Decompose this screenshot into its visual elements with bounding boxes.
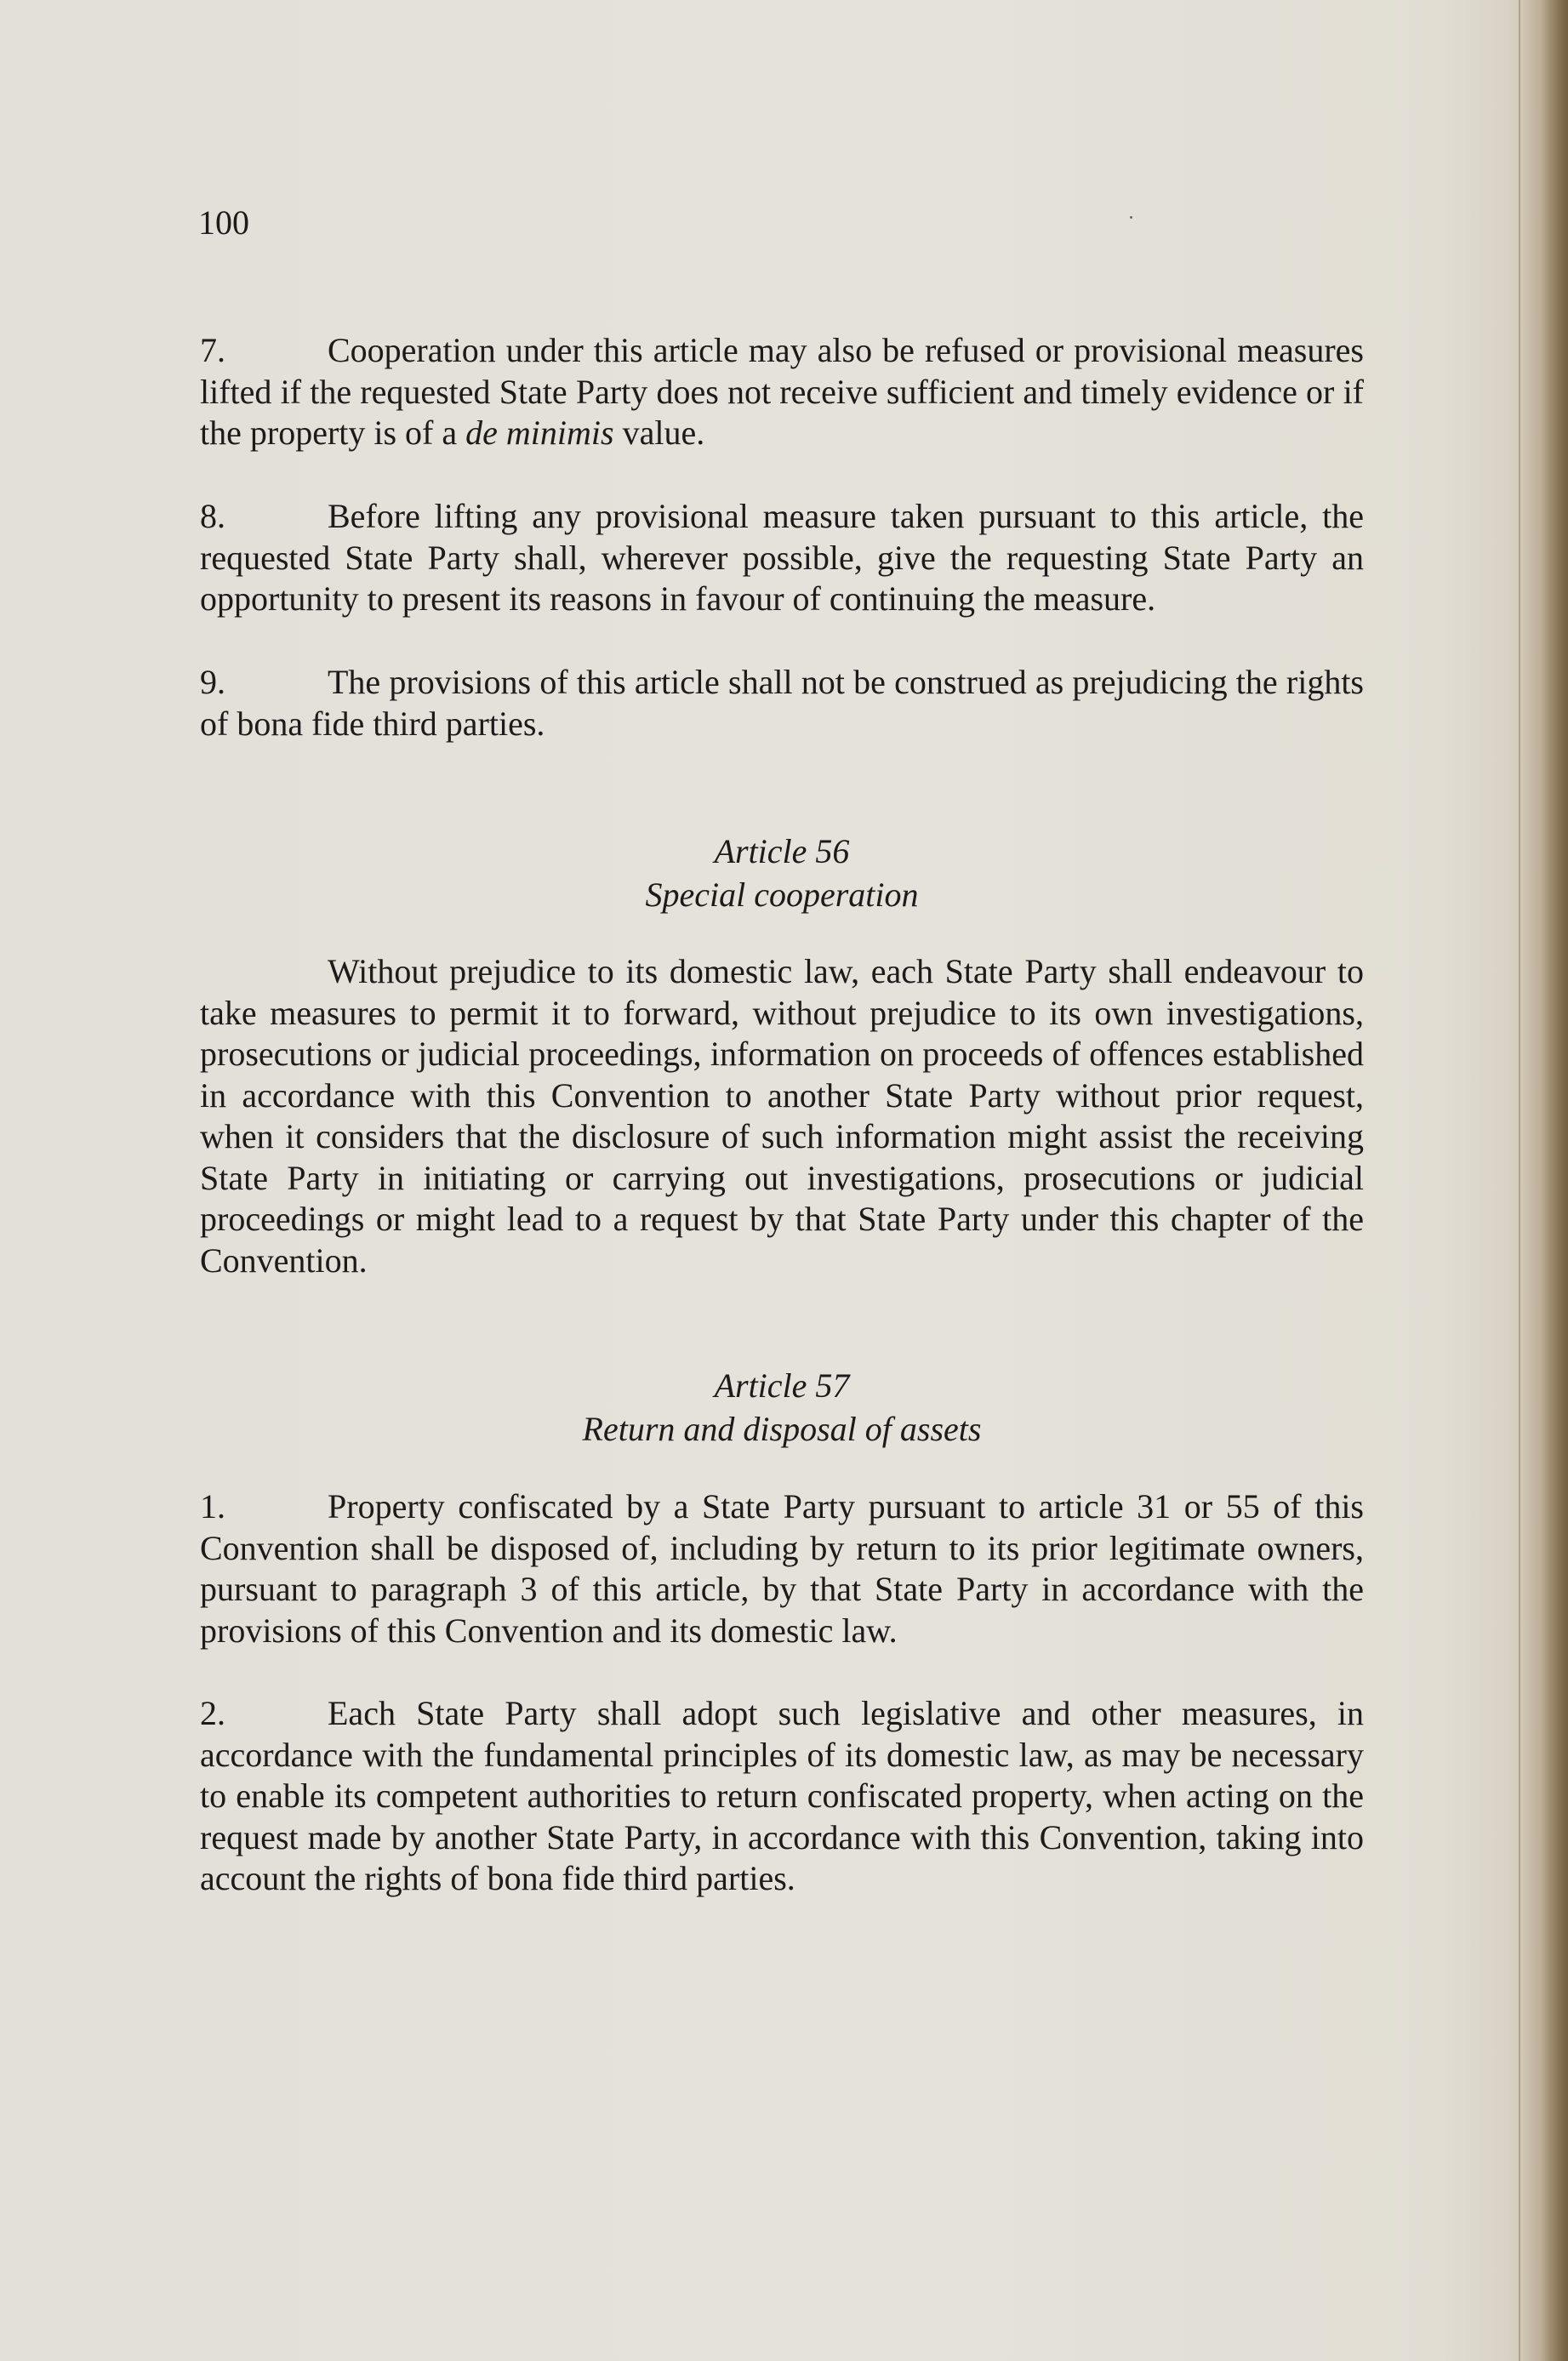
paragraph-8 (200, 496, 1364, 620)
book-spine-shadow (1517, 0, 1568, 2361)
paragraph-text: Without prejudice to its domestic law, each State Party shall endeavour to take measures to permit it to forward, without prejudice to its own investigations, prosecutions or judicial proceedings, information on proceeds of offences established in accordance with this Convention to another State Party without prior request, when it considers that the disclosure of such information might assist the receiving State Party in initiating or carrying out investigations, prosecutions or judicial proceedings or might lead to a request by that State Party under this chapter of the Convention. (200, 952, 1364, 1280)
paragraph-number: 7. (200, 331, 225, 369)
article-56-heading (200, 830, 1364, 916)
paragraph-number: 2. (200, 1694, 225, 1732)
paragraph-text-end: value. (613, 413, 705, 452)
paragraph-9 (200, 662, 1364, 744)
paragraph-text: Each State Party shall adopt such legislative and other measures, in accordance with the fundamental principles of its domestic law, as may be necessary to enable its competent authorities to return confiscated property, when acting on the request made by another State Party, in accordance with this Convention, taking into account the rights of bona fide third parties. (200, 1694, 1364, 1897)
page-number: 100 (198, 203, 249, 242)
article-57-heading (200, 1364, 1364, 1451)
article-56-body (200, 951, 1364, 1281)
paragraph-7 (200, 330, 1364, 454)
paragraph-number: 1. (200, 1487, 225, 1526)
page-edge (1519, 0, 1520, 2361)
paragraph-italic-term: de minimis (465, 413, 614, 452)
article-57-paragraph-2 (200, 1693, 1364, 1900)
article-title: Article 57 (714, 1366, 850, 1405)
paragraph-text: Before lifting any provisional measure taken pursuant to this article, the requested State Party shall, wherever possible, give the requesting State Party an opportunity to present its reasons in favour of continuing the measure. (200, 497, 1364, 618)
article-title: Article 56 (714, 832, 850, 870)
paragraph-number: 8. (200, 497, 225, 535)
paper-speck (1130, 216, 1132, 219)
article-57-paragraph-1 (200, 1486, 1364, 1651)
paragraph-text: The provisions of this article shall not be construed as prejudicing the rights of bona fide third parties. (200, 663, 1364, 743)
paragraph-number: 9. (200, 663, 225, 701)
paragraph-text: Cooperation under this article may also be refused or provisional measures lifted if the requested State Party does not receive sufficient and timely evidence or if the property is of a (200, 331, 1364, 452)
article-subtitle: Special cooperation (645, 875, 919, 914)
paragraph-text: Property confiscated by a State Party pursuant to article 31 or 55 of this Convention shall be disposed of, including by return to its prior legitimate owners, pursuant to paragraph 3 of this article, by that State Party in accordance with the provisions of this Convention and its domestic law. (200, 1487, 1364, 1650)
article-subtitle: Return and disposal of assets (582, 1410, 982, 1448)
